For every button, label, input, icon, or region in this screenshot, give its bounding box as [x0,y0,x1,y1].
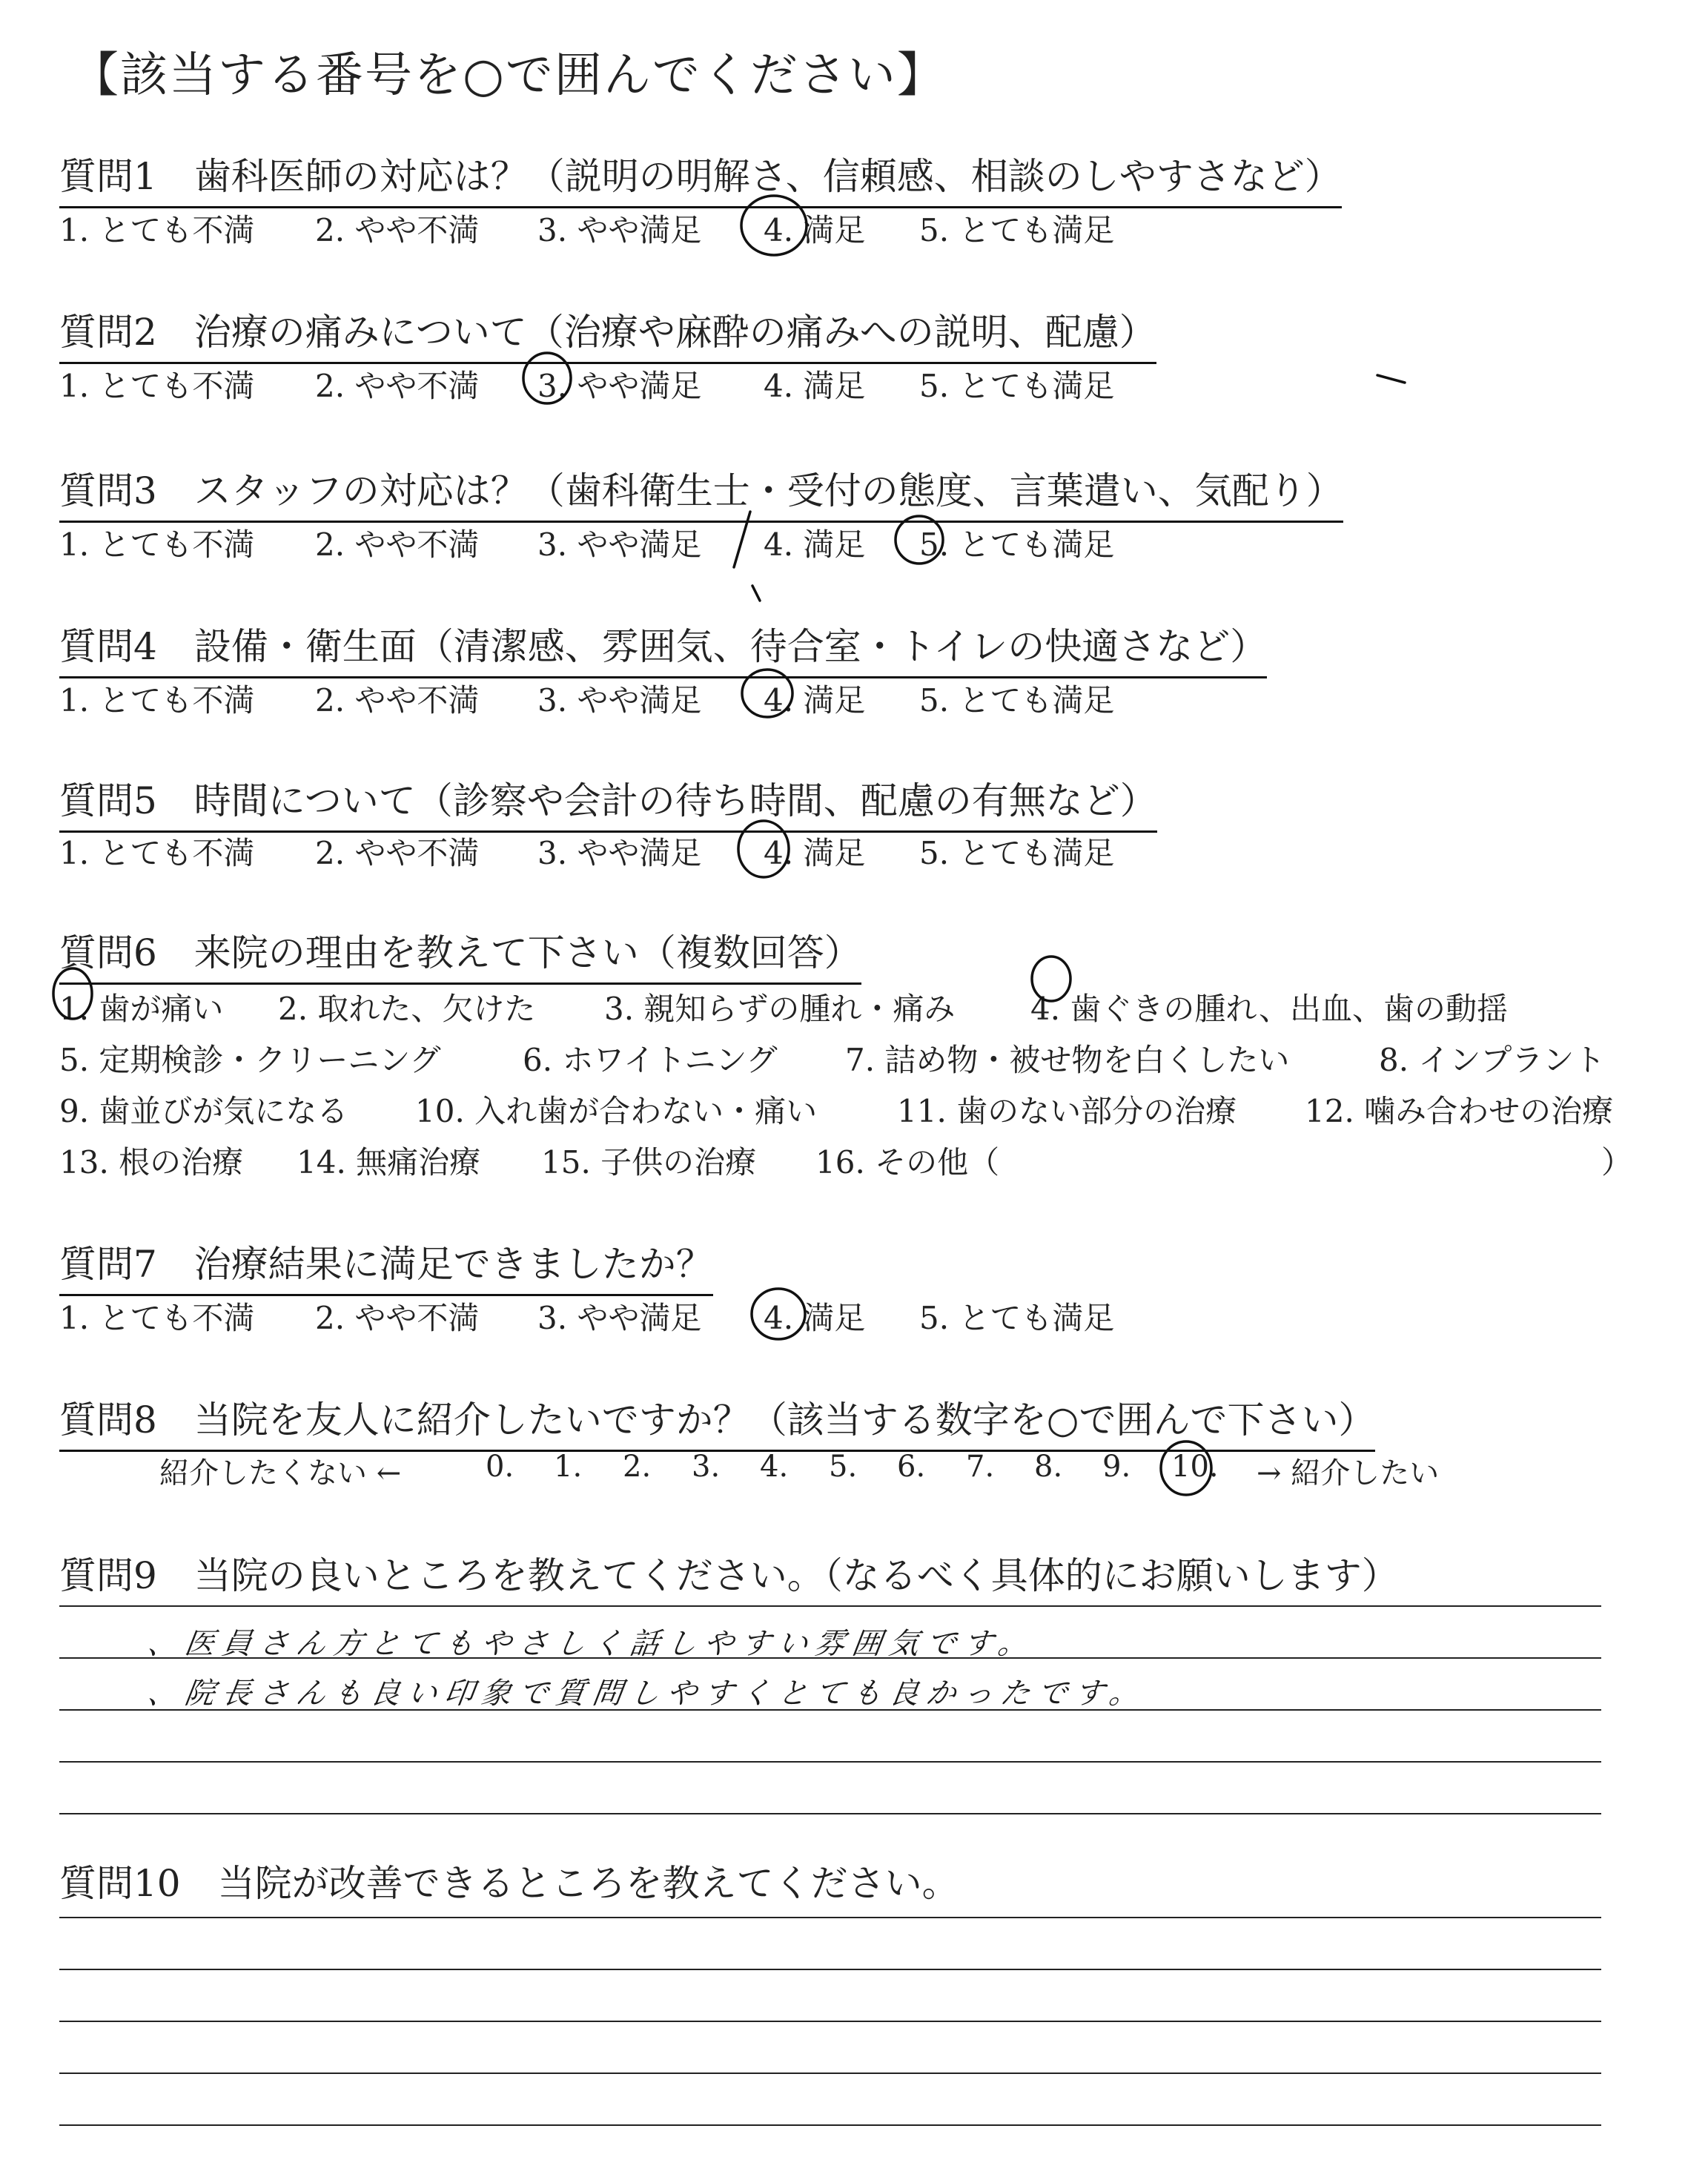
scale-4[interactable]: 4. [760,1450,789,1484]
scale-8[interactable]: 8. [1034,1450,1063,1484]
reason-15[interactable]: 15. 子供の治療 [541,1144,757,1180]
scale-5[interactable]: 5. [829,1450,858,1484]
reason-16-close-paren: ） [1601,1144,1633,1180]
option-3[interactable]: 3. やや満足 [537,526,702,563]
instruction-heading: 【該当する番号を○で囲んでください】 [71,48,946,103]
reason-8[interactable]: 8. インプラント [1379,1042,1606,1078]
reason-16[interactable]: 16. その他（ [815,1144,1000,1180]
reason-5[interactable]: 5. 定期検診・クリーニング [59,1042,441,1078]
option-4[interactable]: 4. 満足 [764,682,866,719]
option-1[interactable]: 1. とても不満 [59,682,255,719]
option-1[interactable]: 1. とても不満 [59,835,255,871]
option-4[interactable]: 4. 満足 [764,368,866,404]
answer-line [59,1813,1601,1814]
question-8-title: 質問8 当院を友人に紹介したいですか？（該当する数字を○で囲んで下さい） [59,1390,1375,1452]
reason-9[interactable]: 9. 歯並びが気になる [59,1093,348,1129]
scale-1[interactable]: 1. [554,1450,583,1484]
handwritten-answer-line-1: 、医員さん方とてもやさしく話しやすい雰囲気です。 [145,1627,1038,1661]
option-3[interactable]: 3. やや満足 [537,682,702,719]
reason-7[interactable]: 7. 詰め物・被せ物を白くしたい [845,1042,1290,1078]
option-4[interactable]: 4. 満足 [764,835,866,871]
option-1[interactable]: 1. とても不満 [59,212,255,248]
option-1[interactable]: 1. とても不満 [59,526,255,563]
question-3-title: 質問3 スタッフの対応は？（歯科衛生士・受付の態度、言葉遣い、気配り） [59,461,1343,523]
option-2[interactable]: 2. やや不満 [315,1300,480,1336]
option-1[interactable]: 1. とても不満 [59,1300,255,1336]
scale-6[interactable]: 6. [897,1450,926,1484]
reason-12[interactable]: 12. 噛み合わせの治療 [1305,1093,1614,1129]
question-5-title: 質問5 時間について（診察や会計の待ち時間、配慮の有無など） [59,771,1157,833]
option-5[interactable]: 5. とても満足 [919,1300,1115,1336]
option-5[interactable]: 5. とても満足 [919,835,1115,871]
reason-13[interactable]: 13. 根の治療 [59,1144,244,1180]
scale-10[interactable]: 10. [1171,1450,1219,1484]
answer-line [59,1605,1601,1607]
q2-stray-mark [1377,375,1405,383]
question-1-title: 質問1 歯科医師の対応は？（説明の明解さ、信頼感、相談のしやすさなど） [59,147,1342,208]
option-4[interactable]: 4. 満足 [764,526,866,563]
option-3[interactable]: 3. やや満足 [537,212,702,248]
reason-14[interactable]: 14. 無痛治療 [297,1144,481,1180]
option-5[interactable]: 5. とても満足 [919,368,1115,404]
reason-10[interactable]: 10. 入れ歯が合わない・痛い [415,1093,818,1129]
scale-right-label: → 紹介したい [1257,1456,1440,1490]
option-2[interactable]: 2. やや不満 [315,835,480,871]
scale-9[interactable]: 9. [1102,1450,1131,1484]
reason-4[interactable]: 4. 歯ぐきの腫れ、出血、歯の動揺 [1030,991,1508,1027]
option-2[interactable]: 2. やや不満 [315,212,480,248]
reason-1[interactable]: 1. 歯が痛い [59,991,224,1027]
question-6-title: 質問6 来院の理由を教えて下さい（複数回答） [59,923,861,985]
option-4[interactable]: 4. 満足 [764,212,866,248]
answer-line [59,2073,1601,2074]
option-4[interactable]: 4. 満足 [764,1300,866,1336]
scale-3[interactable]: 3. [692,1450,721,1484]
answer-line [59,1917,1601,1918]
reason-11[interactable]: 11. 歯のない部分の治療 [897,1093,1237,1129]
answer-line [59,2124,1601,2126]
scale-7[interactable]: 7. [966,1450,995,1484]
option-2[interactable]: 2. やや不満 [315,682,480,719]
scale-2[interactable]: 2. [623,1450,652,1484]
option-2[interactable]: 2. やや不満 [315,368,480,404]
question-10-title: 質問10 当院が改善できるところを教えてください。 [59,1862,959,1905]
question-2-title: 質問2 治療の痛みについて（治療や麻酔の痛みへの説明、配慮） [59,303,1156,364]
reason-6[interactable]: 6. ホワイトニング [523,1042,778,1078]
handwritten-answer-line-2: 、院長さんも良い印象で質問しやすくとても良かったです。 [145,1677,1149,1711]
answer-line [59,1761,1601,1763]
answer-line [59,2021,1601,2022]
scale-left-label: 紹介したくない ← [159,1456,402,1490]
option-3[interactable]: 3. やや満足 [537,1300,702,1336]
answer-line [59,1969,1601,1970]
question-7-title: 質問7 治療結果に満足できましたか？ [59,1235,713,1296]
option-3[interactable]: 3. やや満足 [537,835,702,871]
reason-2[interactable]: 2. 取れた、欠けた [278,991,536,1027]
q3-stray-mark [734,512,760,601]
question-9-title: 質問9 当院の良いところを教えてください。（なるべく具体的にお願いします） [59,1554,1399,1597]
scale-0[interactable]: 0. [486,1450,514,1484]
option-2[interactable]: 2. やや不満 [315,526,480,563]
option-1[interactable]: 1. とても不満 [59,368,255,404]
reason-3[interactable]: 3. 親知らずの腫れ・痛み [604,991,956,1027]
option-5[interactable]: 5. とても満足 [919,526,1115,563]
question-4-title: 質問4 設備・衛生面（清潔感、雰囲気、待合室・トイレの快適さなど） [59,617,1267,678]
option-5[interactable]: 5. とても満足 [919,212,1115,248]
option-5[interactable]: 5. とても満足 [919,682,1115,719]
option-3[interactable]: 3. やや満足 [537,368,702,404]
